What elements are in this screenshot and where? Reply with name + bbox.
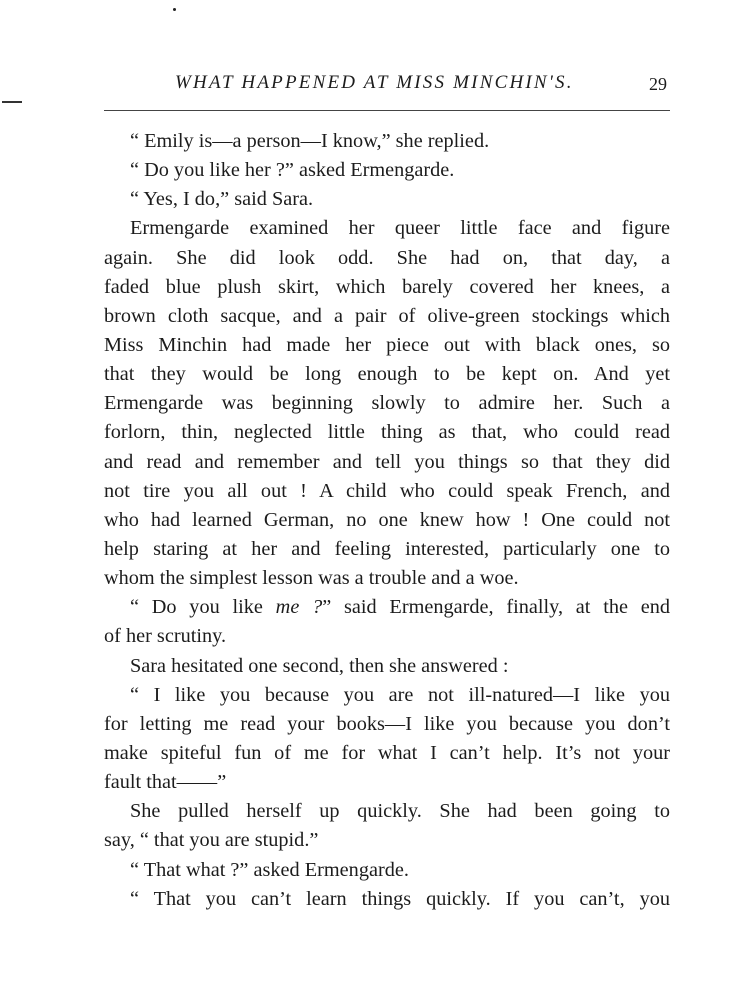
text-line: who had learned German, no one knew how ! One could not (104, 508, 670, 531)
text-line: She pulled herself up quickly. She had been going to (130, 800, 670, 823)
text-line: say, “ that you are stupid.” (104, 829, 319, 852)
text-line-with-emphasis (104, 593, 670, 622)
emphasized-word: me ? (275, 596, 323, 619)
text-line: help staring at her and feeling interested, particularly one to (104, 537, 670, 560)
text-line: not tire you all out ! A child who could speak French, and (104, 479, 670, 502)
text-line: for letting me read your books—I like you because you don’t (104, 712, 670, 735)
text-line: Ermengarde examined her queer little face and figure (130, 217, 670, 240)
text-line: whom the simplest lesson was a trouble and a woe. (104, 567, 519, 590)
text-line: Miss Minchin had made her piece out with black ones, so (104, 333, 670, 356)
text-line: and read and remember and tell you things so that they did (104, 450, 670, 473)
page-text (104, 127, 670, 914)
text-line: that they would be long enough to be kept on. And yet (104, 363, 670, 386)
text-line: “ That what ?” asked Ermengarde. (130, 858, 409, 881)
text-line: of her scrutiny. (104, 625, 227, 648)
line-segment: “ Do you like (130, 596, 276, 619)
text-line: “ Emily is—a person—I know,” she replied. (130, 130, 490, 152)
text-line: “ Yes, I do,” said Sara. (130, 188, 314, 211)
running-header (100, 72, 675, 102)
text-line: Ermengarde was beginning slowly to admire her. Such a (104, 392, 670, 415)
text-line: “ Do you like her ?” asked Ermengarde. (130, 159, 455, 182)
text-line: forlorn, thin, neglected little thing as that, who could read (104, 421, 670, 444)
text-line: make spiteful fun of me for what I can’t help. It’s not your (104, 741, 670, 764)
text-line: brown cloth sacque, and a pair of olive-green stockings which (104, 304, 670, 327)
header-rule (104, 110, 670, 111)
text-line: “ I like you because you are not ill-natured—I like you (130, 683, 670, 706)
text-line: fault that——” (104, 771, 227, 794)
text-line: again. She did look odd. She had on, that day, a (104, 246, 670, 269)
text-line: faded blue plush skirt, which barely covered her knees, a (104, 275, 670, 298)
line-segment: ” said Ermengarde, finally, at the end (322, 596, 671, 619)
running-title: WHAT HAPPENED AT MISS MINCHIN'S. (175, 72, 574, 93)
text-line: “ That you can’t learn things quickly. If you can’t, you (130, 887, 670, 910)
page-number: 29 (649, 74, 667, 94)
text-line: Sara hesitated one second, then she answered : (130, 654, 509, 677)
print-speck (173, 8, 176, 11)
margin-mark (2, 101, 22, 103)
